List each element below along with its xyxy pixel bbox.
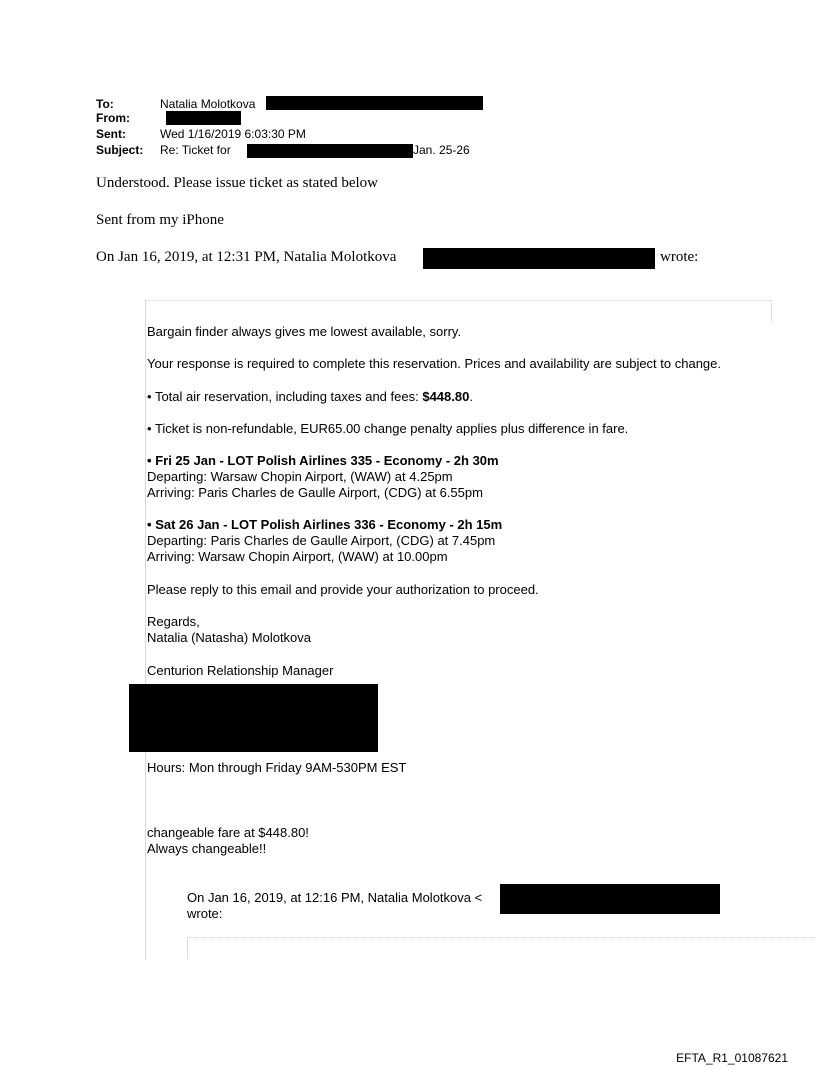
bullet-total-period: . (469, 389, 473, 404)
to-label: To: (96, 97, 114, 111)
flight-1-title-text: Fri 25 Jan - LOT Polish Airlines 335 - Economy - 2h 30m (155, 453, 499, 468)
bullet-glyph: • (147, 517, 152, 532)
reply-line-2: Sent from my iPhone (96, 212, 224, 228)
nested-quote-intro: On Jan 16, 2019, at 12:16 PM, Natalia Molotkova < (187, 890, 483, 905)
subject-label: Subject: (96, 143, 144, 157)
quote-right-rule (771, 300, 772, 322)
document-id: EFTA_R1_01087621 (676, 1051, 788, 1065)
reply-request: Please reply to this email and provide your authorization to proceed. (147, 582, 539, 597)
flight-2-depart: Departing: Paris Charles de Gaulle Airport, (CDG) at 7.45pm (147, 533, 496, 548)
bullet-refund-text: Ticket is non-refundable, EUR65.00 change penalty applies plus difference in fare. (154, 421, 629, 436)
flight-2-title (147, 517, 502, 533)
changeable-line-2: Always changeable!! (147, 841, 267, 856)
bullet-total (147, 389, 473, 405)
flight-1-arrive: Arriving: Paris Charles de Gaulle Airport, (CDG) at 6.55pm (147, 485, 483, 500)
from-label: From: (96, 111, 130, 125)
redaction-block (129, 684, 378, 752)
hours: Hours: Mon through Friday 9AM-530PM EST (147, 760, 407, 775)
redaction-bar (247, 144, 413, 158)
flight-1-title (147, 453, 499, 469)
flight-1-depart: Departing: Warsaw Chopin Airport, (WAW) at 4.25pm (147, 469, 453, 484)
signature-title: Centurion Relationship Manager (147, 663, 334, 678)
redaction-bar (166, 111, 241, 125)
total-amount: $448.80 (422, 389, 470, 404)
quote-left-rule (145, 300, 146, 960)
quote-intro-wrote: wrote: (660, 249, 699, 265)
bullet-total-text: Total air reservation, including taxes and fees: (154, 389, 419, 404)
regards: Regards, (147, 614, 200, 629)
nested-quote-wrote: wrote: (187, 906, 223, 921)
changeable-line-1: changeable fare at $448.80! (147, 825, 309, 840)
redaction-bar (423, 248, 655, 269)
bullet-refund (147, 421, 628, 437)
to-value: Natalia Molotkova (160, 97, 256, 111)
bullet-glyph: • (147, 421, 152, 436)
reply-line-1: Understood. Please issue ticket as stated below (96, 175, 379, 191)
quote-intro: On Jan 16, 2019, at 12:31 PM, Natalia Molotkova (96, 249, 397, 265)
nested-quote-top-rule (187, 937, 816, 939)
quote-top-rule (145, 300, 771, 302)
subject-value-suffix: Jan. 25-26 (413, 143, 470, 157)
redaction-bar (266, 96, 483, 110)
flight-2-arrive: Arriving: Warsaw Chopin Airport, (WAW) at 10.00pm (147, 549, 448, 564)
nested-quote-left-rule (187, 937, 188, 959)
quoted-paragraph: Your response is required to complete this reservation. Prices and availability are subject to change. (147, 356, 721, 371)
signature-name: Natalia (Natasha) Molotkova (147, 630, 312, 645)
redaction-bar (500, 884, 720, 914)
sent-value: Wed 1/16/2019 6:03:30 PM (160, 127, 306, 141)
flight-2-title-text: Sat 26 Jan - LOT Polish Airlines 336 - Economy - 2h 15m (155, 517, 503, 532)
bullet-glyph: • (147, 453, 152, 468)
subject-value-prefix: Re: Ticket for (160, 143, 231, 157)
bullet-glyph: • (147, 389, 152, 404)
sent-label: Sent: (96, 127, 126, 141)
quoted-paragraph: Bargain finder always gives me lowest available, sorry. (147, 324, 462, 339)
